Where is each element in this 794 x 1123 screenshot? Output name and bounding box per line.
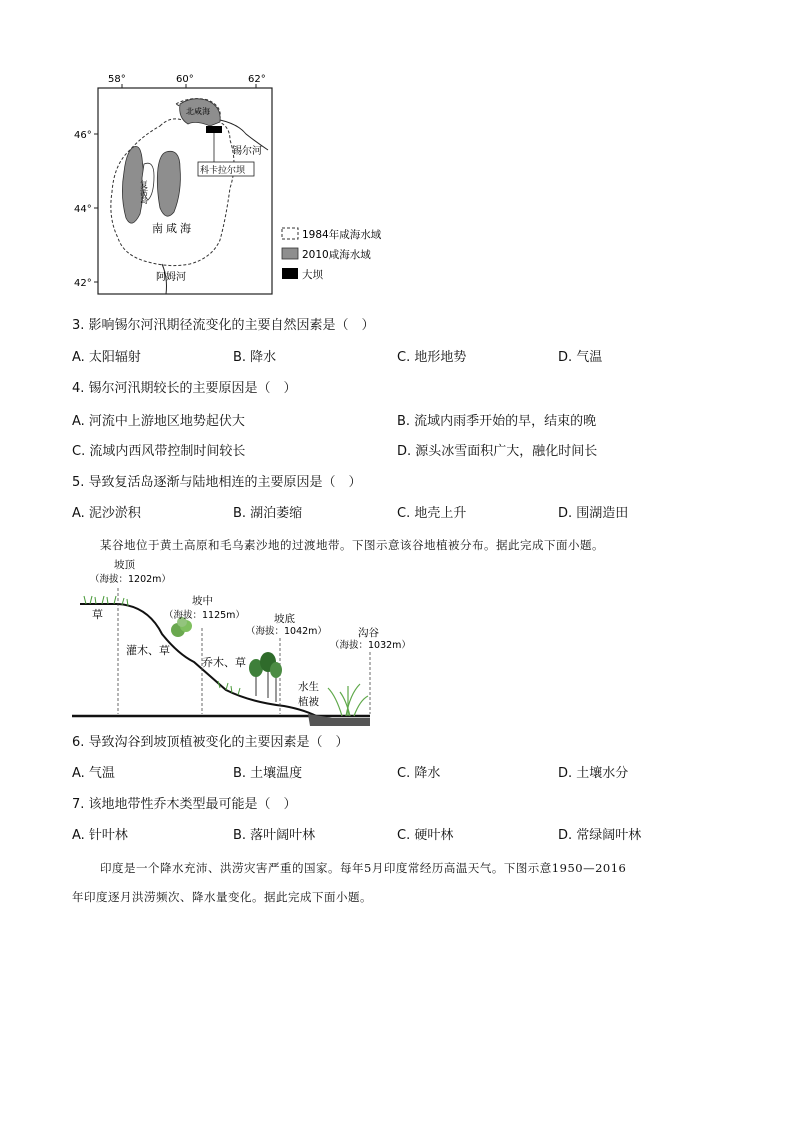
valley-intro-paragraph: 某谷地位于黄土高原和毛乌素沙地的过渡地带。下图示意该谷地植被分布。据此完成下面小题。 (100, 538, 604, 552)
india-intro-line2: 年印度逐月洪涝频次、降水量变化。据此完成下面小题。 (72, 890, 372, 904)
valley-name-label: 沟谷 (358, 627, 379, 639)
top-name-label: 坡顶 (114, 559, 135, 571)
lon-label-60: 60° (176, 74, 194, 85)
q5-option-c[interactable]: C. 地壳上升 (397, 506, 467, 521)
question-6-stem: 6. 导致沟谷到坡顶植被变化的主要因素是（ ） (72, 735, 349, 750)
legend-swatch-2010 (282, 248, 298, 259)
q6-option-b[interactable]: B. 土壤温度 (233, 766, 303, 781)
q6-option-d[interactable]: D. 土壤水分 (558, 766, 629, 781)
q6-option-a[interactable]: A. 气温 (72, 766, 115, 781)
question-4-stem: 4. 锡尔河汛期较长的主要原因是（ ） (72, 381, 297, 396)
aquatic-label-2: 植被 (298, 696, 319, 708)
q7-option-b[interactable]: B. 落叶阔叶林 (233, 828, 316, 843)
q5-option-a[interactable]: A. 泥沙淤积 (72, 506, 141, 521)
india-intro-line1: 印度是一个降水充沛、洪涝灾害严重的国家。每年5月印度常经历高温天气。下图示意1950—2016 (100, 861, 627, 875)
q5-option-d[interactable]: D. 围湖造田 (558, 506, 629, 521)
q7-option-d[interactable]: D. 常绿阔叶林 (558, 828, 642, 843)
lon-label-58: 58° (108, 74, 126, 85)
q3-option-c[interactable]: C. 地形地势 (397, 350, 467, 365)
lon-label-62: 62° (248, 74, 266, 85)
aquatic-plant-icon (328, 684, 368, 716)
shrub-grass-label: 灌木、草 (126, 644, 170, 657)
q3-option-a[interactable]: A. 太阳辐射 (72, 350, 141, 365)
legend-swatch-dam (282, 268, 298, 279)
tree-icon (249, 652, 282, 702)
lat-label-44: 44° (74, 204, 92, 215)
aquatic-label-1: 水生 (298, 681, 319, 693)
legend-label-1984: 1984年咸海水域 (302, 229, 382, 241)
kokaral-dam (206, 126, 222, 133)
aral-sea-map-figure (70, 68, 400, 300)
q5-option-b[interactable]: B. 湖泊萎缩 (233, 506, 303, 521)
valley-profile (70, 556, 411, 728)
mid-name-label: 坡中 (192, 595, 213, 607)
legend-label-dam: 大坝 (302, 269, 323, 281)
question-7-stem: 7. 该地地带性乔木类型最可能是（ ） (72, 797, 297, 812)
tree-grass-label: 乔木、草 (202, 656, 246, 669)
q3-option-b[interactable]: B. 降水 (233, 350, 277, 365)
mid-altitude-label: （海拔：1125m） (164, 610, 245, 621)
valley-altitude-label: （海拔：1032m） (330, 640, 411, 651)
dam-name-label: 科卡拉尔坝 (200, 166, 246, 176)
bottom-name-label: 坡底 (274, 613, 295, 625)
island-label: 复活岛 (139, 180, 149, 204)
q6-option-c[interactable]: C. 降水 (397, 766, 441, 781)
bottom-altitude-label: （海拔：1042m） (246, 626, 327, 637)
q4-option-d[interactable]: D. 源头冰雪面积广大，融化时间长 (397, 444, 598, 459)
q3-option-d[interactable]: D. 气温 (558, 350, 603, 365)
grass-label: 草 (92, 608, 103, 621)
lat-label-46: 46° (74, 130, 92, 141)
legend-label-2010: 2010咸海水域 (302, 249, 371, 261)
top-altitude-label: （海拔：1202m） (90, 574, 171, 585)
syr-darya-label: 锡尔河 (232, 146, 262, 157)
q4-option-b[interactable]: B. 流域内雨季开始的早，结束的晚 (397, 414, 597, 429)
q7-option-c[interactable]: C. 硬叶林 (397, 828, 454, 843)
aral-sea-map (70, 68, 400, 300)
amu-darya-label: 阿姆河 (156, 272, 186, 283)
north-aral-label: 北咸海 (186, 107, 210, 116)
question-3-stem: 3. 影响锡尔河汛期径流变化的主要自然因素是（ ） (72, 318, 375, 333)
q7-option-a[interactable]: A. 针叶林 (72, 828, 128, 843)
lat-label-42: 42° (74, 278, 92, 289)
question-5-stem: 5. 导致复活岛逐渐与陆地相连的主要原因是（ ） (72, 475, 362, 490)
q4-option-a[interactable]: A. 河流中上游地区地势起伏大 (72, 414, 245, 429)
q4-option-c[interactable]: C. 流域内西风带控制时间较长 (72, 444, 246, 459)
legend-swatch-1984 (282, 228, 298, 239)
valley-vegetation-profile-figure (70, 556, 411, 728)
south-aral-label: 南咸海 (152, 222, 194, 235)
